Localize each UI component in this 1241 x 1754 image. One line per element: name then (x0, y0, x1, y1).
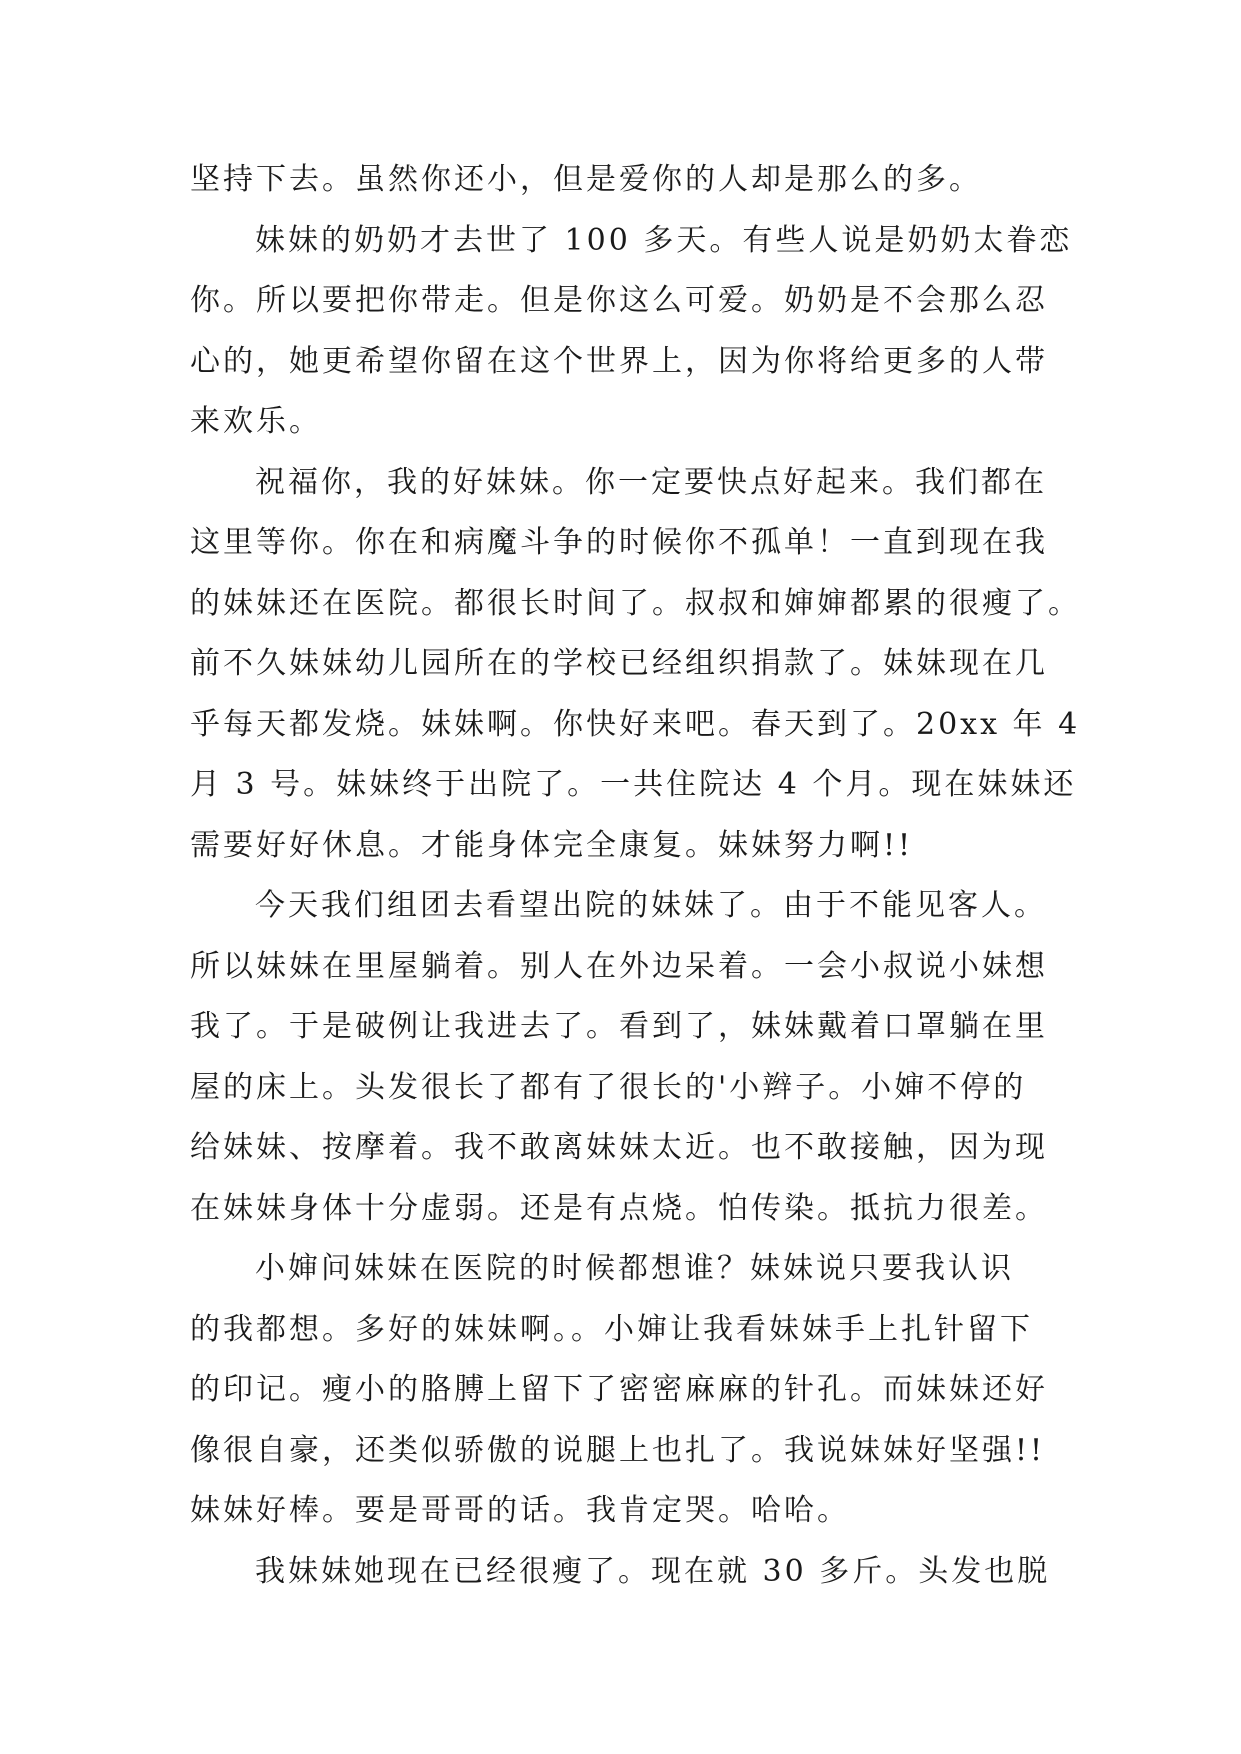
document-body (190, 150, 1081, 1602)
text-line: 所以妹妹在里屋躺着。别人在外边呆着。一会小叔说小妹想 (190, 948, 1048, 984)
text-line: 来欢乐。 (190, 404, 322, 439)
text-line: 坚持下去。虽然你还小，但是爱你的人却是那么的多。 (190, 162, 982, 197)
text-line: 前不久妹妹幼儿园所在的学校已经组织捐款了。妹妹现在几 (190, 646, 1048, 681)
text-line: 我了。于是破例让我进去了。看到了，妹妹戴着口罩躺在里 (190, 1009, 1048, 1044)
text-line: 的印记。瘦小的胳膊上留下了密密麻麻的针孔。而妹妹还好 (190, 1372, 1048, 1407)
text-line: 在妹妹身体十分虚弱。还是有点烧。怕传染。抵抗力很差。 (190, 1190, 1048, 1226)
text-line: 的我都想。多好的妹妹啊。。小婶让我看妹妹手上扎针留下 (190, 1311, 1033, 1347)
paragraph-first-line: 小婶问妹妹在医院的时候都想谁？妹妹说只要我认识 (255, 1251, 1014, 1286)
text-line: 妹妹好棒。要是哥哥的话。我肯定哭。哈哈。 (190, 1493, 850, 1528)
text-line: 像很自豪，还类似骄傲的说腿上也扎了。我说妹妹好坚强!! (190, 1432, 1046, 1468)
paragraph-first-line: 我妹妹她现在已经很瘦了。现在就 30 多斤。头发也脱 (255, 1553, 1051, 1589)
text-line: 月 3 号。妹妹终于出院了。一共住院达 4 个月。现在妹妹还 (190, 767, 1077, 802)
paragraph-first-line: 今天我们组团去看望出院的妹妹了。由于不能见客人。 (255, 888, 1047, 923)
text-line: 给妹妹、按摩着。我不敢离妹妹太近。也不敢接触，因为现 (190, 1130, 1048, 1165)
text-line: 这里等你。你在和病魔斗争的时候你不孤单！一直到现在我 (190, 525, 1048, 560)
text-line: 心的，她更希望你留在这个世界上，因为你将给更多的人带 (190, 343, 1048, 379)
paragraph-first-line: 祝福你，我的好妹妹。你一定要快点好起来。我们都在 (255, 464, 1047, 500)
text-line: 你。所以要把你带走。但是你这么可爱。奶奶是不会那么忍 (190, 283, 1048, 318)
text-line: 的妹妹还在医院。都很长时间了。叔叔和婶婶都累的很瘦了。 (190, 585, 1081, 621)
text-line: 屋的床上。头发很长了都有了很长的'小辫子。小婶不停的 (190, 1069, 1027, 1105)
paragraph-first-line: 妹妹的奶奶才去世了 100 多天。有些人说是奶奶太眷恋 (255, 222, 1073, 258)
text-line: 需要好好休息。才能身体完全康复。妹妹努力啊!! (190, 827, 914, 863)
text-line: 乎每天都发烧。妹妹啊。你快好来吧。春天到了。20xx 年 4 (190, 706, 1081, 742)
